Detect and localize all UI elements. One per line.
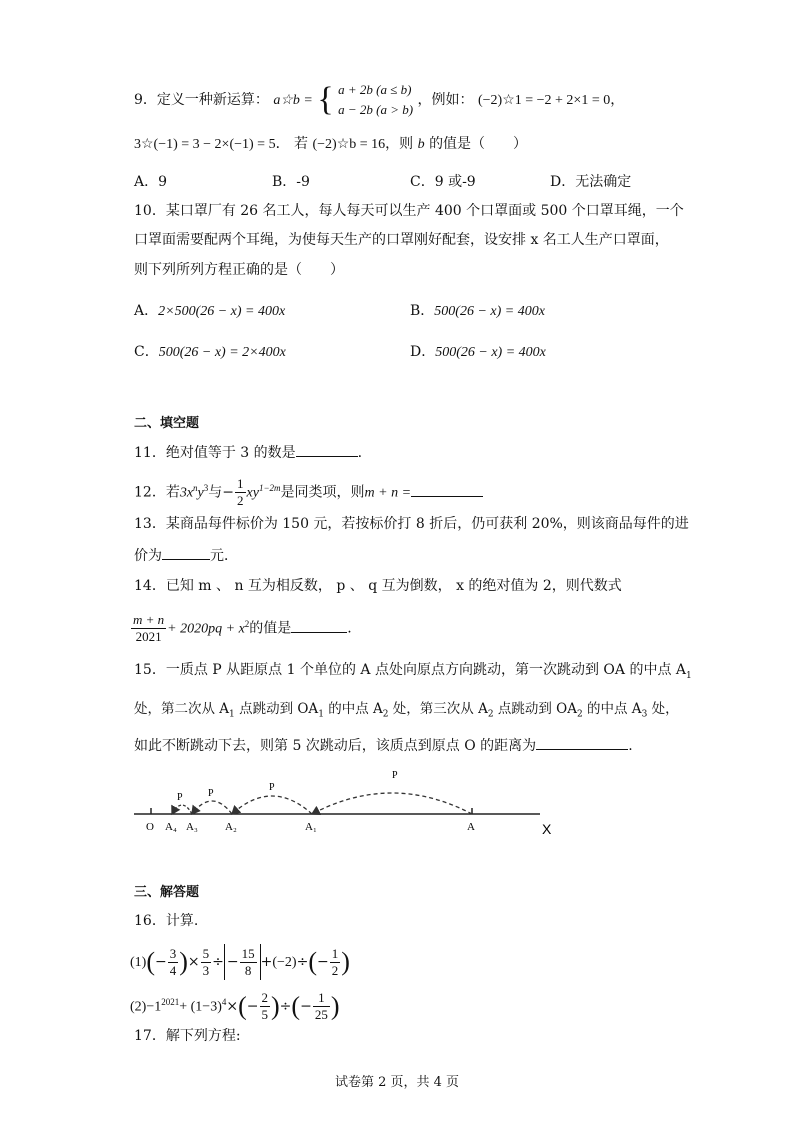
jump-arc-4	[172, 805, 192, 814]
q9-case1: a + 2b (a ≤ b)	[338, 82, 412, 97]
q9-case2: a − 2b (a > b)	[338, 102, 414, 117]
section-answer-title: 三、解答题	[134, 885, 200, 900]
q9-example2: 3☆(−1) = 3 − 2×(−1) = 5．	[134, 137, 290, 152]
p-label-3: P	[208, 788, 214, 799]
q15-line3: 如此不断跳动下去，则第 5 次跳动后，该质点到原点 O 的距离为 .	[134, 735, 633, 756]
section-fill-in-title: 二、填空题	[134, 416, 200, 431]
q15-line2: 处，第二次从 $A_1$ 点跳动到 $OA_1$ 的中点 $A_2$ 处，第三次从 $A_2$ 点跳动到 $OA_2$ 的中点 $A_3$ 处，	[134, 701, 679, 720]
q9-line1: 9．定义一种新运算： a☆b = { a + 2b (a ≤ b) a − 2b (a > b) ，例如： (−2)☆1 = −2 + 2×1 = 0，	[134, 81, 625, 118]
number-line-figure	[0, 770, 794, 870]
q11-answer-blank[interactable]	[296, 442, 358, 457]
q16-part1: (1)(− $\frac{3}{4}$ )× $\frac{5}{3}$ ÷ − $\frac{15}{8}$ +(−2)÷(− $\frac{1}{2}$ )	[130, 944, 350, 981]
label-o: O	[146, 821, 154, 833]
jump-arc-1	[312, 793, 472, 814]
jump-arc-2	[232, 796, 312, 814]
q10-option-c[interactable]: C．500(26 − x) = 2×400x	[134, 344, 286, 360]
q13-answer-blank[interactable]	[162, 545, 210, 560]
q9-example1: (−2)☆1 = −2 + 2×1 = 0，	[477, 93, 625, 108]
q17-title: 17．解下列方程:	[134, 1028, 241, 1044]
q10-line1: 10．某口罩厂有 26 名工人，每人每天可以生产 400 个口罩面或 500 个口罩耳绳，一个	[134, 203, 684, 219]
q12-fraction: $\frac{1}{2}$	[237, 476, 244, 508]
q13-line1: 13．某商品每件标价为 150 元，若按标价打 8 折后，仍可获利 20%，则该商品每件的进	[134, 516, 689, 532]
q10-line2: 口罩面需要配两个耳绳，为使每天生产的口罩刚好配套，设安排 x 名工人生产口罩面，	[134, 232, 669, 248]
q11: 11．绝对值等于 3 的数是 .	[134, 442, 362, 463]
p-label-1: P	[392, 770, 398, 781]
label-x: X	[542, 821, 552, 837]
q9-option-a[interactable]: A．9	[134, 174, 168, 190]
q9-option-b[interactable]: B．-9	[272, 174, 310, 190]
q10-line3: 则下列所列方程正确的是（ ）	[134, 262, 344, 278]
q14-line1: 14．已知 m 、 n 互为相反数， p 、 q 互为倒数， x 的绝对值为 2，则代数式	[134, 578, 622, 594]
q9-expr: (−2)☆b = 16	[312, 137, 386, 152]
p-label-4: P	[177, 792, 183, 803]
label-a2: A₂	[225, 821, 237, 833]
q12-answer-blank[interactable]	[411, 482, 483, 497]
page-footer: 试卷第 2 页，共 4 页	[334, 1075, 460, 1090]
q14-fraction: $\frac{m + n}{2021}$	[133, 612, 165, 644]
q14-line2: $\frac{m + n}{2021}$ + $2020pq + x^2$的值是 .	[133, 612, 352, 644]
q16-title: 16．计算.	[134, 913, 199, 929]
q14-answer-blank[interactable]	[291, 618, 347, 633]
label-a3: A₃	[186, 821, 198, 833]
q9-line2: 3☆(−1) = 3 − 2×(−1) = 5． 若 (−2)☆b = 16，则 b 的值是（ ）	[134, 136, 528, 152]
q15-answer-blank[interactable]	[536, 735, 628, 750]
q15-line1: 15．一质点 P 从距原点 1 个单位的 A 点处向原点方向跳动，第一次跳动到 OA 的中点 $A_1$	[134, 662, 692, 681]
q13-line2: 价为 元．	[134, 545, 238, 566]
label-a1: A₁	[305, 821, 317, 833]
q16-part2: $(2)-1^{2021}+ (1-3)^4\times(-$ $\frac{2}{5}$ )÷(− $\frac{1}{25}$ )	[130, 990, 340, 1023]
q9-option-c[interactable]: C．9 或-9	[410, 174, 476, 190]
q9-option-d[interactable]: D．无法确定	[550, 174, 632, 190]
q10-option-d[interactable]: D．500(26 − x) = 400x	[410, 344, 546, 360]
jump-arc-3	[192, 801, 232, 814]
q9-cases: { a + 2b (a ≤ b) a − 2b (a > b)	[317, 81, 414, 118]
q10-option-b[interactable]: B．500(26 − x) = 400x	[410, 303, 545, 319]
q10-option-a[interactable]: A．2×500(26 − x) = 400x	[134, 303, 286, 319]
label-a4: A₄	[165, 821, 177, 833]
p-label-2: P	[269, 782, 275, 793]
q9-def-lhs: a☆b =	[273, 93, 313, 108]
label-a: A	[467, 821, 475, 833]
q12: 12．若$3x^ny^3$与− $\frac{1}{2}$ $xy^{1-2m}$是同类项，则m + n =	[134, 476, 483, 509]
